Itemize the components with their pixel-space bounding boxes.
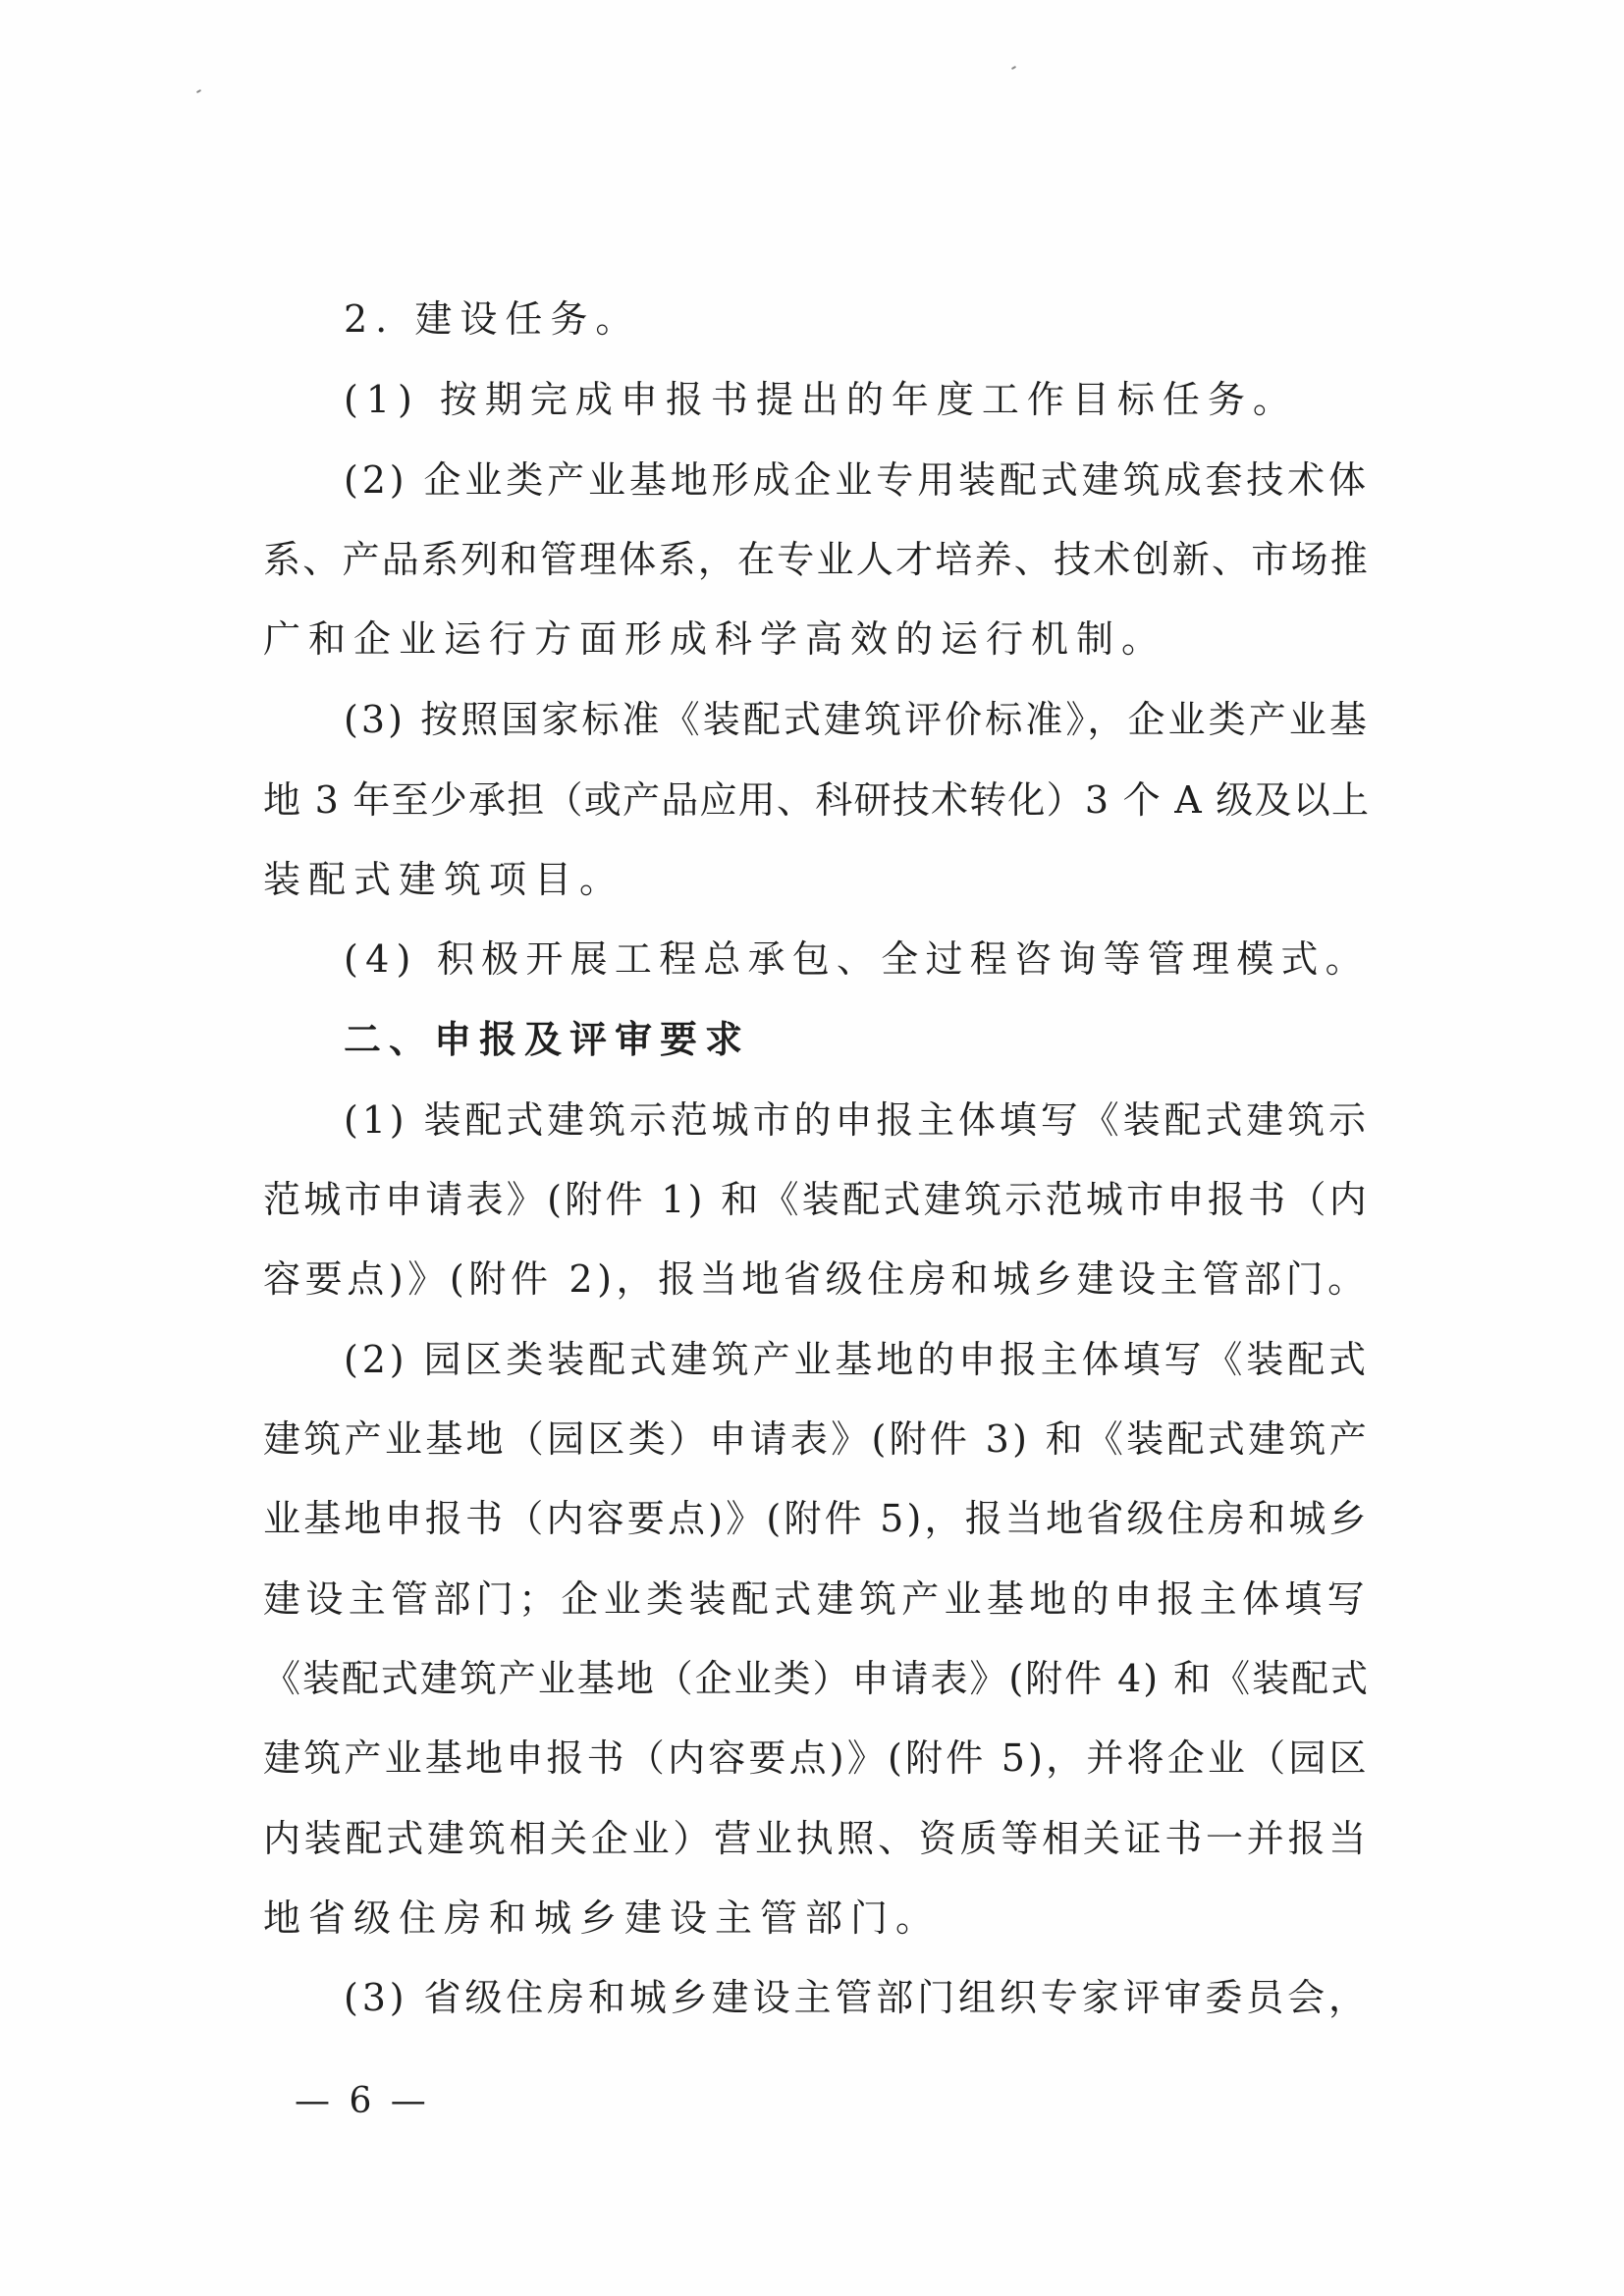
text-line: 广和企业运行方面形成科学高效的运行机制。 [263, 617, 1167, 661]
text-line: (3) 按照国家标准《装配式建筑评价标准》，企业类产业基 [344, 698, 1370, 741]
text-line: 地 3 年至少承担（或产品应用、科研技术转化）3 个 A 级及以上 [263, 778, 1371, 822]
text-line: 建筑产业基地申报书（内容要点)》(附件 5)，并将企业（园区 [263, 1736, 1370, 1780]
text-line: (1) 装配式建筑示范城市的申报主体填写《装配式建筑示 [344, 1098, 1370, 1142]
text-line: (2) 园区类装配式建筑产业基地的申报主体填写《装配式 [344, 1338, 1370, 1381]
section-subheading: 2. 建设任务。 [344, 297, 641, 341]
text-line: 建设主管部门；企业类装配式建筑产业基地的申报主体填写 [263, 1577, 1371, 1621]
text-line: 建筑产业基地（园区类）申请表》(附件 3) 和《装配式建筑产 [263, 1417, 1370, 1461]
section-heading: 二、申报及评审要求 [344, 1018, 751, 1061]
text-line: 《装配式建筑产业基地（企业类）申请表》(附件 4) 和《装配式 [263, 1657, 1370, 1700]
scan-speck [196, 89, 201, 93]
text-line: 业基地申报书（内容要点)》(附件 5)，报当地省级住房和城乡 [263, 1497, 1370, 1540]
text-line: 系、产品系列和管理体系，在专业人才培养、技术创新、市场推 [263, 538, 1371, 581]
text-line: (3) 省级住房和城乡建设主管部门组织专家评审委员会， [344, 1976, 1370, 2019]
scan-speck [1011, 66, 1016, 70]
text-line: (2) 企业类产业基地形成企业专用装配式建筑成套技术体 [344, 458, 1370, 502]
text-line: 地省级住房和城乡建设主管部门。 [263, 1896, 942, 1940]
page-number: — 6 — [295, 2081, 430, 2121]
text-line: 装配式建筑项目。 [263, 858, 625, 901]
text-line: (1) 按期完成申报书提出的年度工作目标任务。 [344, 378, 1298, 421]
text-line: 容要点)》(附件 2)，报当地省级住房和城乡建设主管部门。 [263, 1257, 1370, 1301]
text-line: 范城市申请表》(附件 1) 和《装配式建筑示范城市申报书（内 [263, 1178, 1370, 1221]
text-line: (4) 积极开展工程总承包、全过程咨询等管理模式。 [344, 937, 1370, 981]
text-line: 内装配式建筑相关企业）营业执照、资质等相关证书一并报当 [263, 1817, 1371, 1860]
